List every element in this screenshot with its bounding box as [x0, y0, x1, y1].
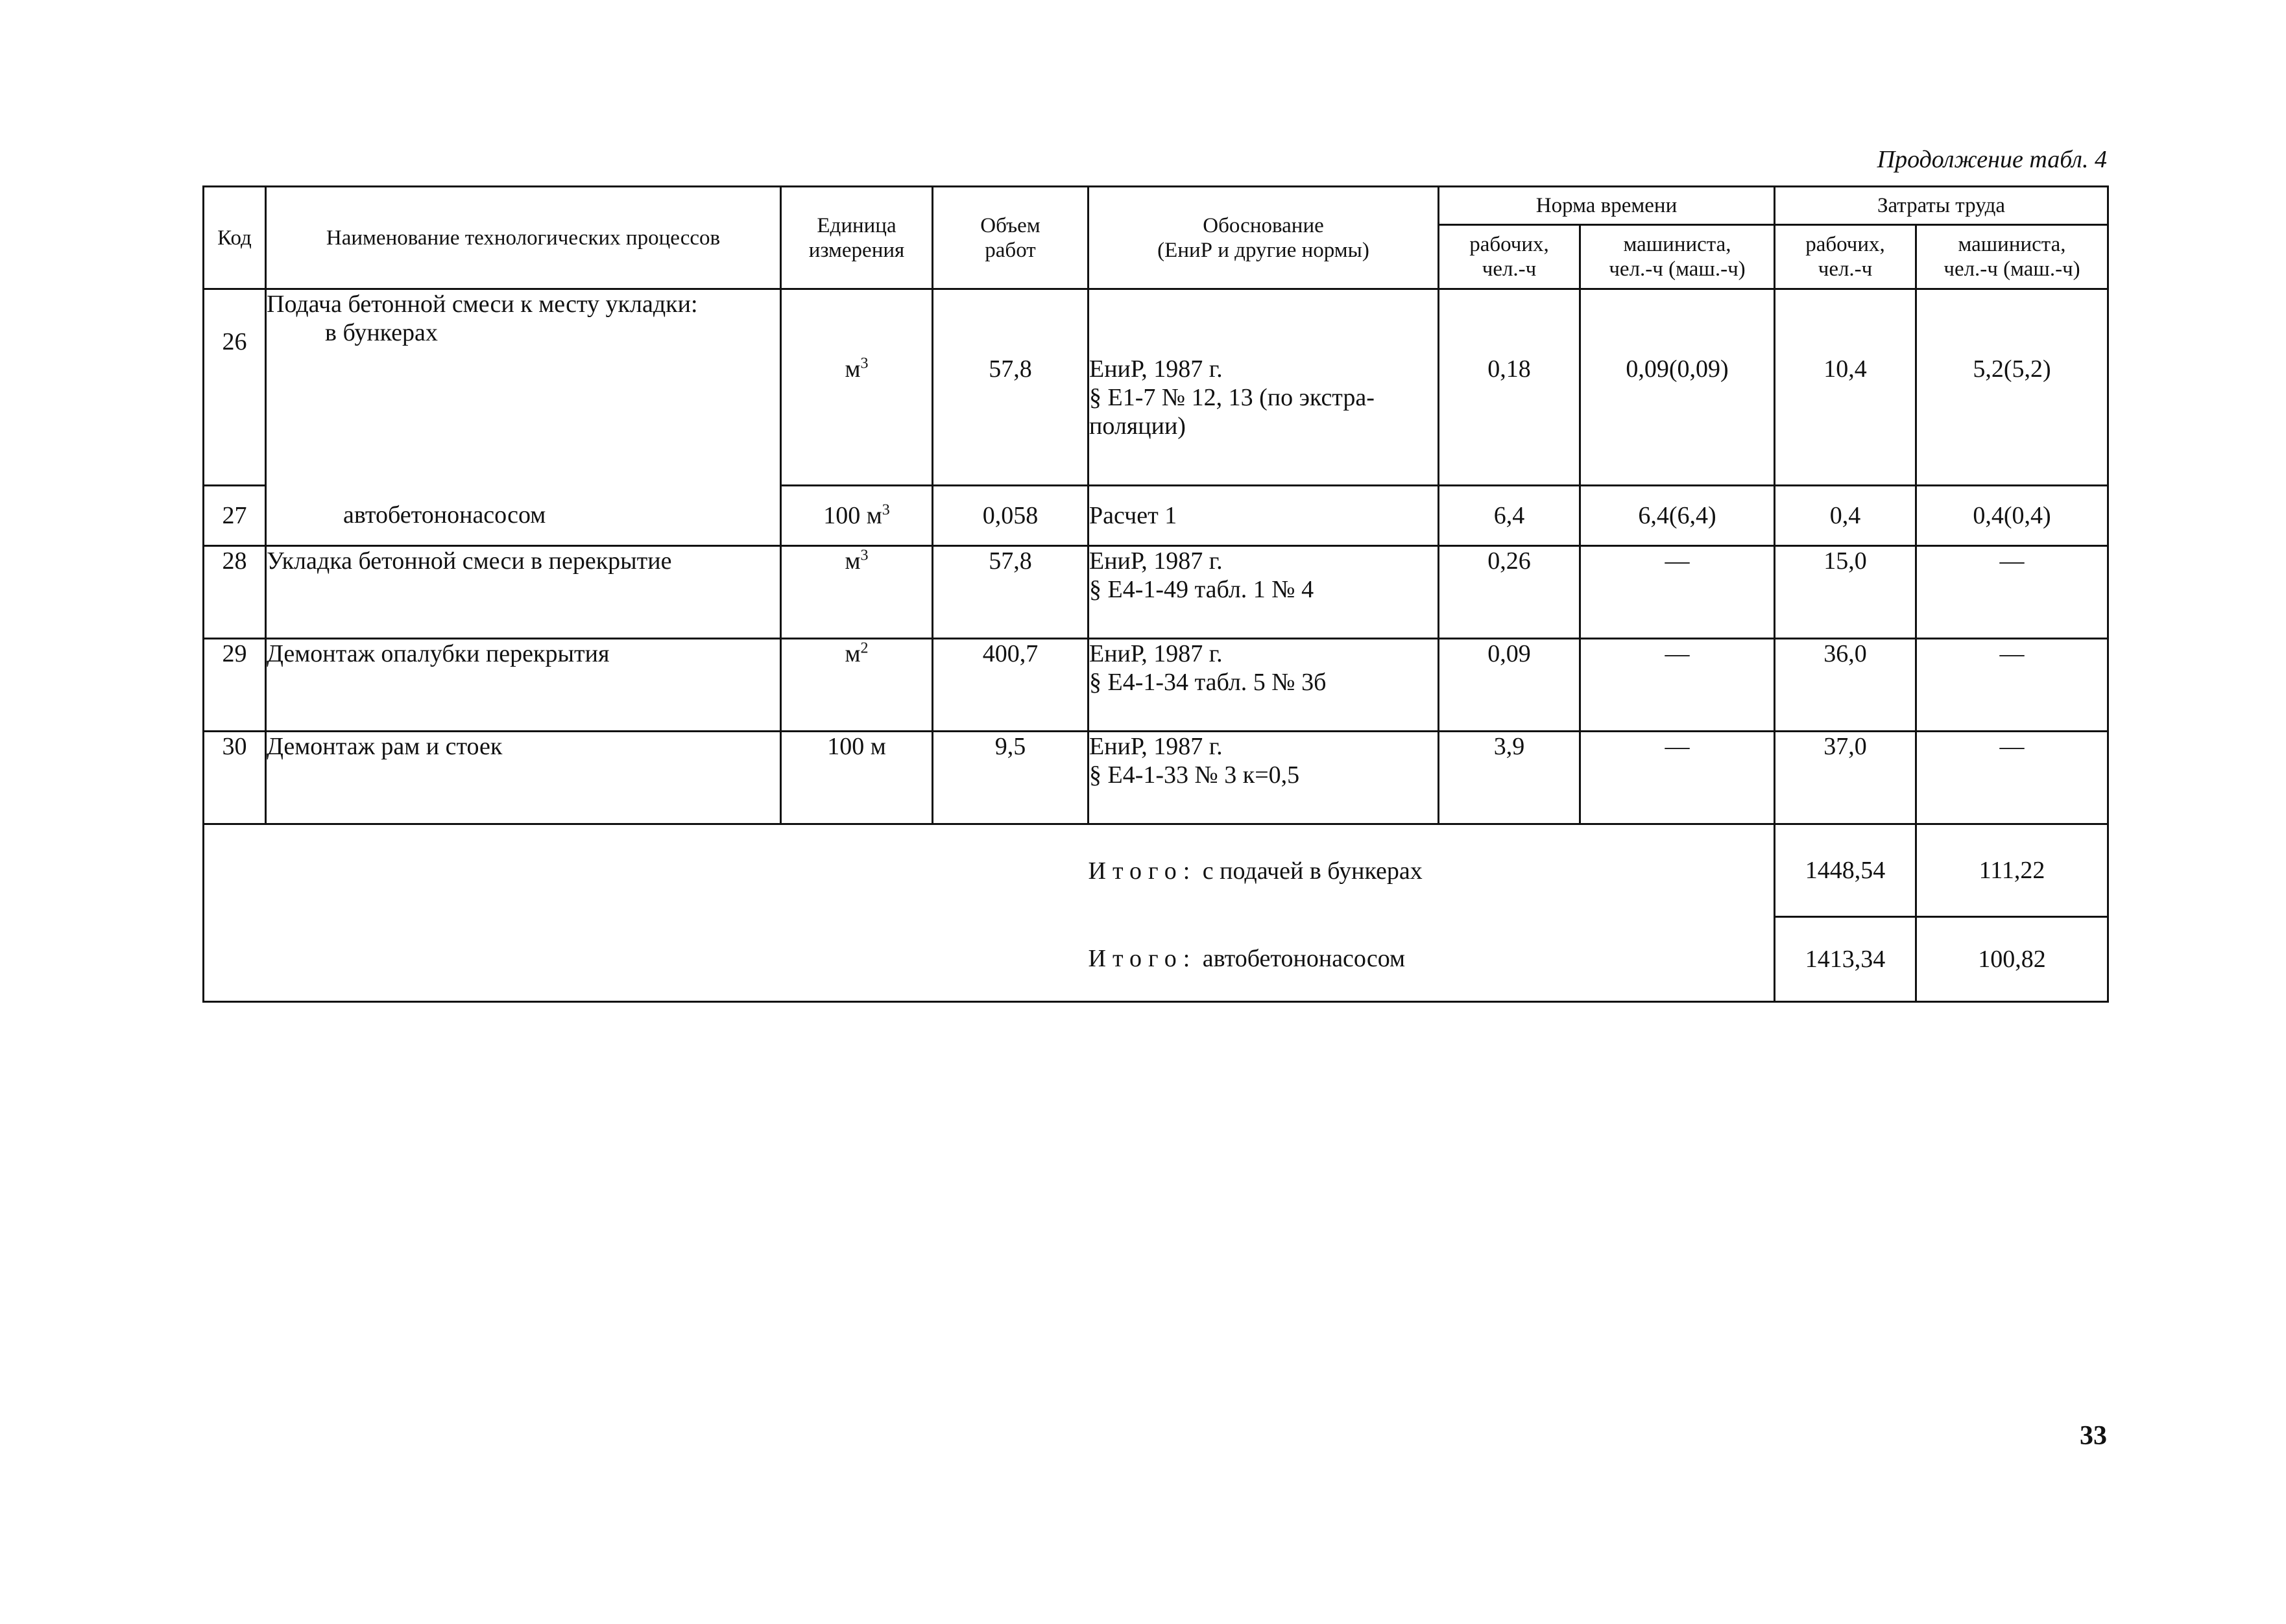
row-unit: $м^3$ [781, 546, 933, 639]
row-labor-workers: 15,0 [1775, 546, 1916, 639]
total-labor-machinist: 100,82 [1916, 917, 2108, 1002]
row-code: 30 [204, 732, 266, 824]
row-name: Подача бетонной смеси к месту укладки: в бункерах [266, 289, 781, 486]
table-caption: Продолжение табл. 4 [1877, 146, 2107, 173]
row-basis: ЕниР, 1987 г. § Е1-7 № 12, 13 (по экстра- поляции) [1089, 289, 1439, 486]
row-labor-machinist: 0,4(0,4) [1916, 486, 2108, 546]
table-row [204, 289, 2108, 486]
header-code: Код [204, 187, 266, 289]
total-label: Итого: автобетононасосом [1089, 917, 1775, 1002]
header-basis: Обоснование (ЕниР и другие нормы) [1089, 187, 1439, 289]
row-code: 27 [204, 486, 266, 546]
total-labor-workers: 1448,54 [1775, 824, 1916, 917]
row-volume: 0,058 [933, 486, 1089, 546]
row-norm-machinist: — [1580, 639, 1775, 732]
table-row [204, 639, 2108, 732]
header-norm-group: Норма времени [1439, 187, 1775, 225]
header-labor-machinist: машиниста, чел.-ч (маш.-ч) [1916, 225, 2108, 289]
total-blank [204, 824, 1089, 1002]
header-row-1 [204, 187, 2108, 225]
row-volume: 57,8 [933, 546, 1089, 639]
row-norm-workers: 0,09 [1439, 639, 1580, 732]
row-unit: 100 м [781, 732, 933, 824]
row-basis: ЕниР, 1987 г. § Е4-1-49 табл. 1 № 4 [1089, 546, 1439, 639]
row-volume: 57,8 [933, 289, 1089, 486]
row-labor-workers: 10,4 [1775, 289, 1916, 486]
row-basis: Расчет 1 [1089, 486, 1439, 546]
row-norm-machinist: 0,09(0,09) [1580, 289, 1775, 486]
header-labor-workers: рабочих, чел.-ч [1775, 225, 1916, 289]
row-norm-workers: 6,4 [1439, 486, 1580, 546]
header-name: Наименование технологических процессов [266, 187, 781, 289]
row-labor-workers: 36,0 [1775, 639, 1916, 732]
total-label: Итого: с подачей в бункерах [1089, 824, 1775, 917]
table-row [204, 486, 2108, 546]
total-row [204, 824, 2108, 917]
total-labor-machinist: 111,22 [1916, 824, 2108, 917]
row-norm-machinist: 6,4(6,4) [1580, 486, 1775, 546]
row-code: 29 [204, 639, 266, 732]
table-row [204, 732, 2108, 824]
work-table [202, 185, 2109, 1003]
table-row [204, 546, 2108, 639]
row-labor-machinist: 5,2(5,2) [1916, 289, 2108, 486]
row-norm-machinist: — [1580, 546, 1775, 639]
header-unit: Единица измерения [781, 187, 933, 289]
row-labor-machinist: — [1916, 546, 2108, 639]
row-volume: 9,5 [933, 732, 1089, 824]
row-code: 28 [204, 546, 266, 639]
row-basis: ЕниР, 1987 г. § Е4-1-33 № 3 к=0,5 [1089, 732, 1439, 824]
row-name: Демонтаж опалубки перекрытия [266, 639, 781, 732]
header-norm-machinist: машиниста, чел.-ч (маш.-ч) [1580, 225, 1775, 289]
row-unit: $м^2$ [781, 639, 933, 732]
header-volume: Объем работ [933, 187, 1089, 289]
page-number: 33 [2080, 1421, 2107, 1451]
row-basis: ЕниР, 1987 г. § Е4-1-34 табл. 5 № 3б [1089, 639, 1439, 732]
row-labor-workers: 37,0 [1775, 732, 1916, 824]
header-norm-workers: рабочих, чел.-ч [1439, 225, 1580, 289]
total-labor-workers: 1413,34 [1775, 917, 1916, 1002]
row-unit: 100 $м^3$ [781, 486, 933, 546]
row-norm-workers: 0,18 [1439, 289, 1580, 486]
row-labor-machinist: — [1916, 732, 2108, 824]
row-code: 26 [204, 289, 266, 486]
row-unit: $м^3$ [781, 289, 933, 486]
row-name: Демонтаж рам и стоек [266, 732, 781, 824]
row-norm-workers: 3,9 [1439, 732, 1580, 824]
row-volume: 400,7 [933, 639, 1089, 732]
row-name: Укладка бетонной смеси в перекрытие [266, 546, 781, 639]
row-labor-workers: 0,4 [1775, 486, 1916, 546]
row-norm-workers: 0,26 [1439, 546, 1580, 639]
row-name: автобетононасосом [266, 486, 781, 546]
header-labor-group: Затраты труда [1775, 187, 2108, 225]
row-norm-machinist: — [1580, 732, 1775, 824]
row-labor-machinist: — [1916, 639, 2108, 732]
